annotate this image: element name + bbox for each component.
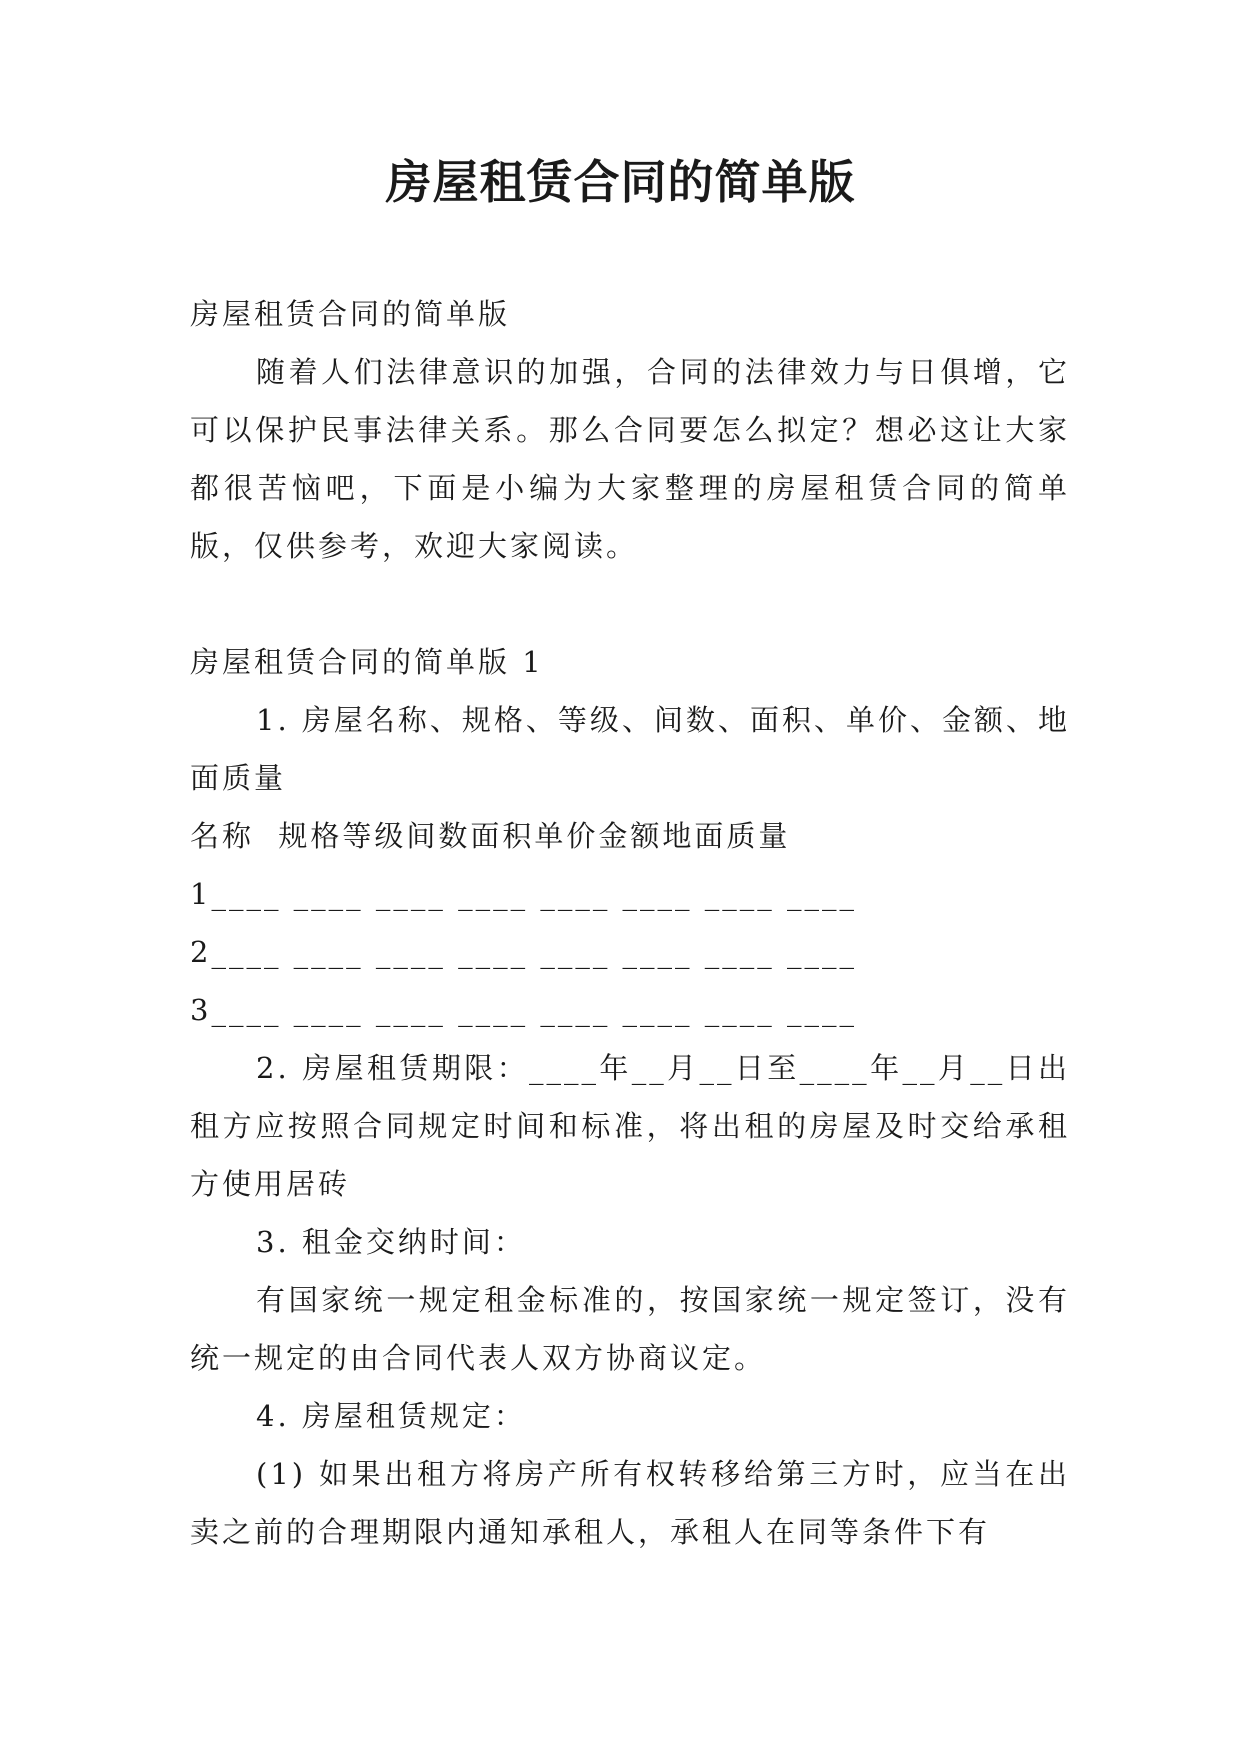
table-row: 3____ ____ ____ ____ ____ ____ ____ ____: [190, 993, 857, 1027]
clause-3-text: 有国家统一规定租金标准的，按国家统一规定签订，没有统一规定的由合同代表人双方协商议定。: [190, 1283, 1070, 1375]
clause-3: 3. 租金交纳时间：: [256, 1225, 526, 1259]
subtitle: 房屋租赁合同的简单版: [190, 297, 511, 331]
table-header: 名称 规格等级间数面积单价金额地面质量: [190, 819, 791, 853]
table-row: 1____ ____ ____ ____ ____ ____ ____ ____: [190, 877, 857, 911]
clause-2: 2. 房屋租赁期限：____年__月__日至____年__月__日出租方应按照合同规定时间和标准，将出租的房屋及时交给承租方使用居砖: [190, 1051, 1070, 1201]
document-body: [190, 285, 1070, 1561]
document-title: 房屋租赁合同的简单版: [385, 155, 856, 209]
section-heading: 房屋租赁合同的简单版 1: [190, 645, 544, 679]
clause-4-item-1: (1) 如果出租方将房产所有权转移给第三方时，应当在出卖之前的合理期限内通知承租人，承租人在同等条件下有: [190, 1457, 1070, 1549]
intro-paragraph: 随着人们法律意识的加强，合同的法律效力与日俱增，它可以保护民事法律关系。那么合同要怎么拟定？想必这让大家都很苦恼吧，下面是小编为大家整理的房屋租赁合同的简单版，仅供参考，欢迎大家阅读。: [190, 355, 1070, 563]
clause-1: 1. 房屋名称、规格、等级、间数、面积、单价、金额、地面质量: [190, 703, 1070, 795]
table-row: 2____ ____ ____ ____ ____ ____ ____ ____: [190, 935, 857, 969]
clause-4: 4. 房屋租赁规定：: [256, 1399, 526, 1433]
